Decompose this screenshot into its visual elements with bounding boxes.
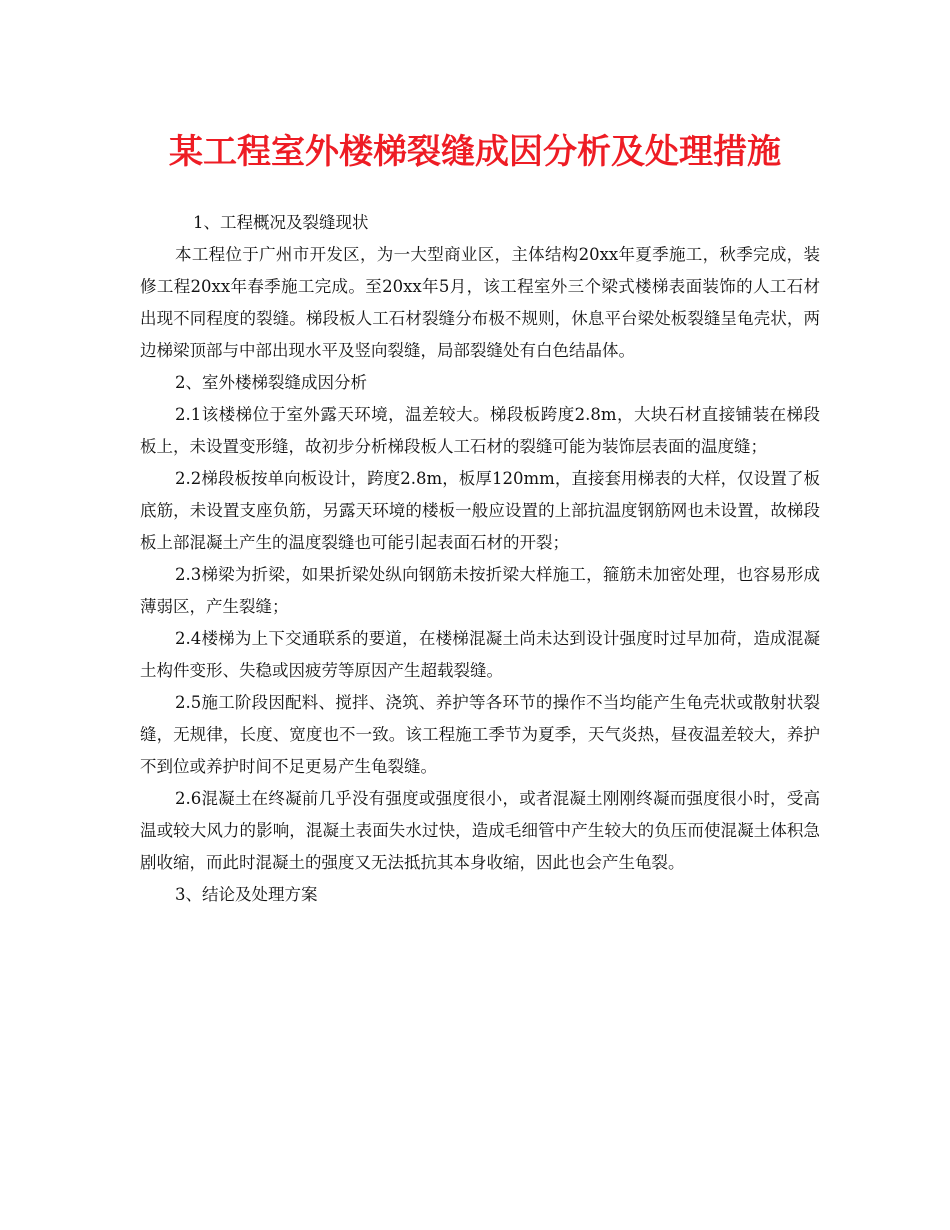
paragraph-2-5: 2.5施工阶段因配料、搅拌、浇筑、养护等各环节的操作不当均能产生龟壳状或散射状裂缝，无规律，长度、宽度也不一致。该工程施工季节为夏季，天气炎热，昼夜温差较大，养护不到位或养护时间不足更易产生龟裂缝。 <box>140 693 820 776</box>
paragraph-2-3: 2.3梯梁为折梁，如果折梁处纵向钢筋未按折梁大样施工，箍筋未加密处理，也容易形成薄弱区，产生裂缝； <box>140 565 820 616</box>
paragraph-2-4: 2.4楼梯为上下交通联系的要道，在楼梯混凝土尚未达到设计强度时过早加荷，造成混凝土构件变形、失稳或因疲劳等原因产生超载裂缝。 <box>140 629 820 680</box>
document-title: 某工程室外楼梯裂缝成因分析及处理措施 <box>169 132 781 172</box>
document-body <box>140 207 820 911</box>
section-heading-1: 1、工程概况及裂缝现状 <box>193 213 369 232</box>
paragraph-2-1: 2.1该楼梯位于室外露天环境，温差较大。梯段板跨度2.8m，大块石材直接铺装在梯段板上，未设置变形缝，故初步分析梯段板人工石材的裂缝可能为装饰层表面的温度缝； <box>140 405 820 456</box>
paragraph-2-6: 2.6混凝土在终凝前几乎没有强度或强度很小，或者混凝土刚刚终凝而强度很小时，受高温或较大风力的影响，混凝土表面失水过快，造成毛细管中产生较大的负压而使混凝土体积急剧收缩，而此时混凝土的强度又无法抵抗其本身收缩，因此也会产生龟裂。 <box>140 789 820 872</box>
paragraph-2-2: 2.2梯段板按单向板设计，跨度2.8m，板厚120mm，直接套用梯表的大样，仅设置了板底筋，未设置支座负筋，另露天环境的楼板一般应设置的上部抗温度钢筋网也未设置，故梯段板上部混凝土产生的温度裂缝也可能引起表面石材的开裂； <box>140 469 820 552</box>
section-heading-2: 2、室外楼梯裂缝成因分析 <box>175 373 367 392</box>
section-heading-3: 3、结论及处理方案 <box>175 885 318 904</box>
paragraph-project-overview: 本工程位于广州市开发区，为一大型商业区，主体结构20xx年夏季施工，秋季完成，装修工程20xx年春季施工完成。至20xx年5月，该工程室外三个梁式楼梯表面装饰的人工石材出现不同程度的裂缝。梯段板人工石材裂缝分布极不规则，休息平台梁处板裂缝呈龟壳状，两边梯梁顶部与中部出现水平及竖向裂缝，局部裂缝处有白色结晶体。 <box>140 245 820 360</box>
